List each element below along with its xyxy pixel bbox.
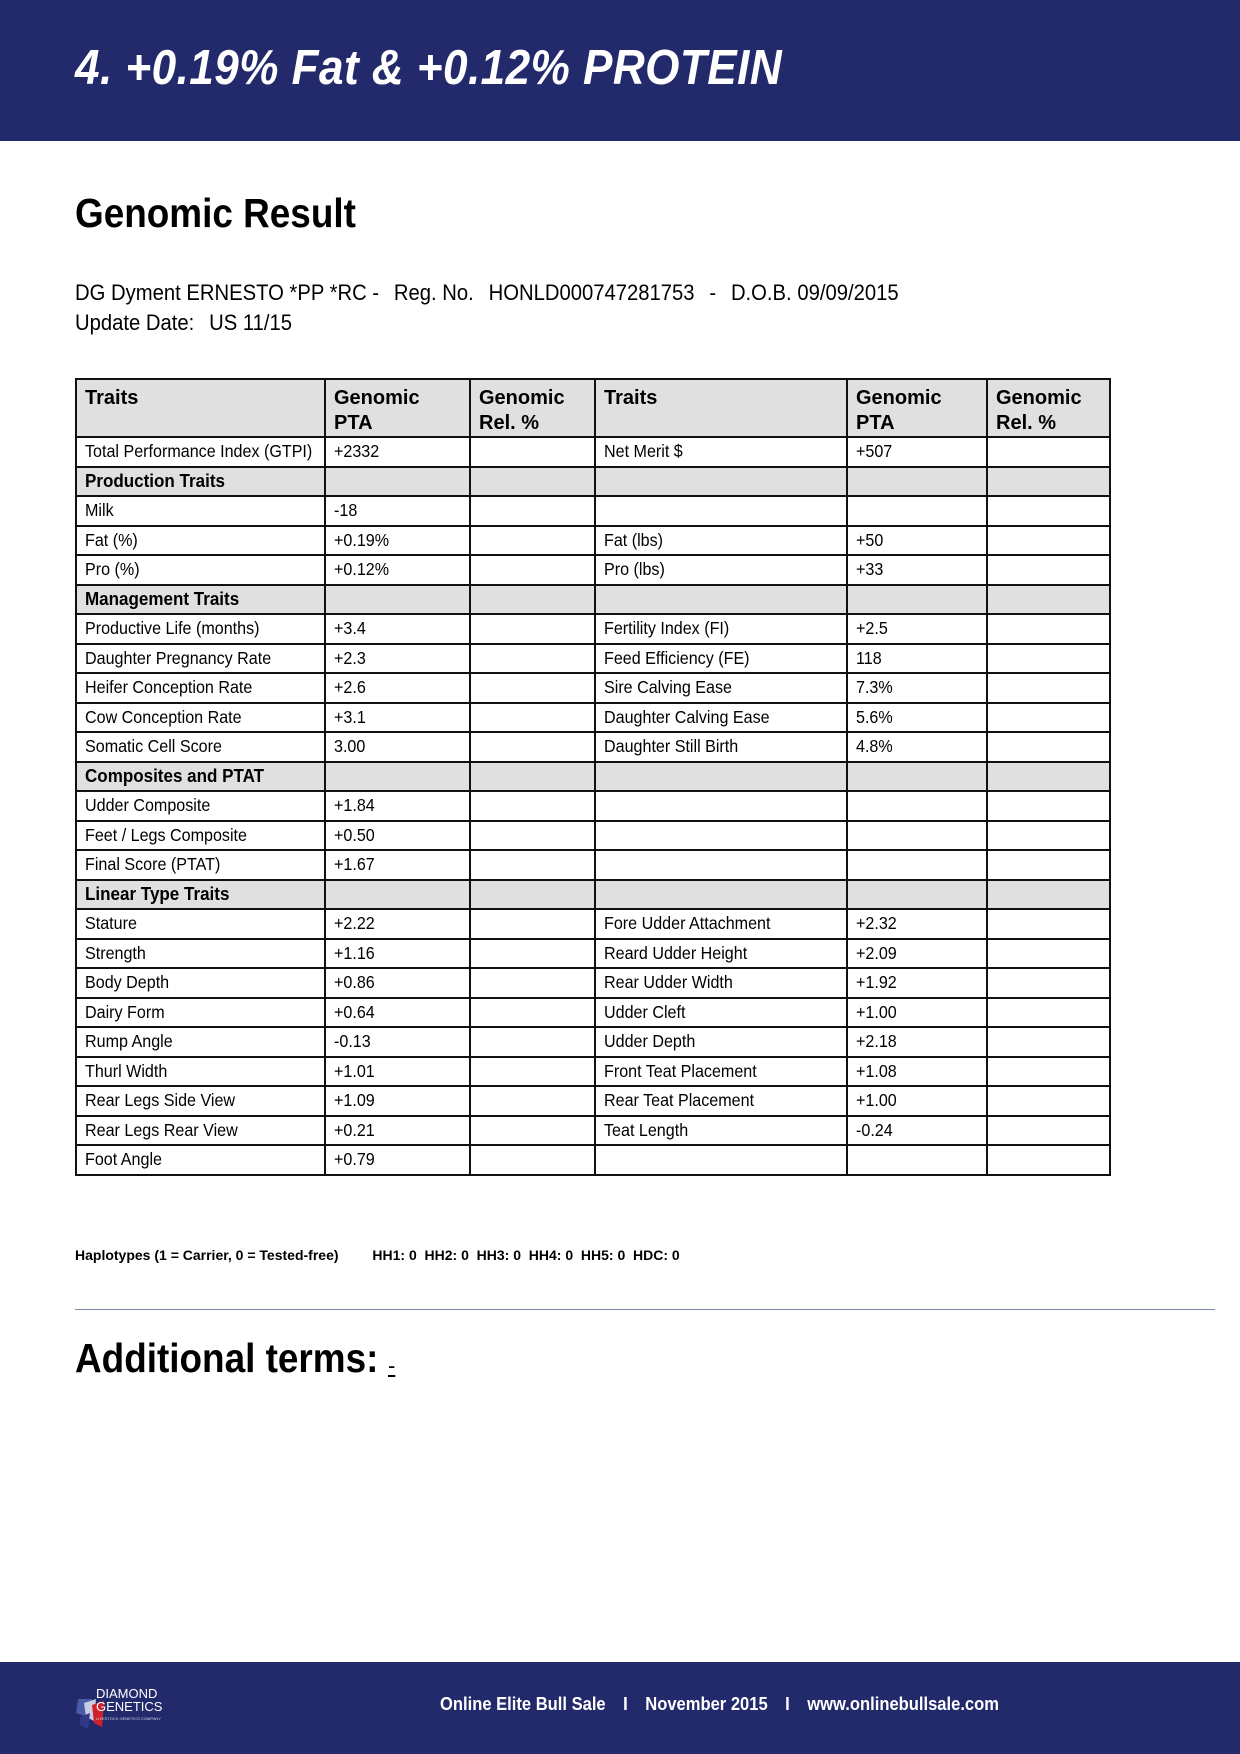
table-cell <box>987 585 1110 615</box>
table-cell: Rear Legs Side View <box>76 1086 325 1116</box>
table-row <box>76 939 1110 969</box>
table-cell: Dairy Form <box>76 998 325 1028</box>
table-cell: Rear Teat Placement <box>595 1086 847 1116</box>
table-cell: +3.1 <box>325 703 470 733</box>
table-cell <box>987 791 1110 821</box>
table-cell <box>987 614 1110 644</box>
table-cell: Udder Cleft <box>595 998 847 1028</box>
table-cell: +0.64 <box>325 998 470 1028</box>
table-cell: Fertility Index (FI) <box>595 614 847 644</box>
table-cell <box>847 585 987 615</box>
table-cell: Fore Udder Attachment <box>595 909 847 939</box>
table-cell: 7.3% <box>847 673 987 703</box>
table-cell <box>847 791 987 821</box>
table-cell: -18 <box>325 496 470 526</box>
table-cell <box>987 762 1110 792</box>
table-cell <box>847 496 987 526</box>
table-row <box>76 437 1110 467</box>
table-cell <box>987 1057 1110 1087</box>
column-header: Genomic PTA <box>325 379 470 437</box>
table-cell: Feed Efficiency (FE) <box>595 644 847 674</box>
reg-label: Reg. No. <box>393 280 474 305</box>
table-cell <box>470 791 595 821</box>
table-row <box>76 1116 1110 1146</box>
table-cell: 5.6% <box>847 703 987 733</box>
table-cell <box>470 585 595 615</box>
table-cell <box>470 939 595 969</box>
table-cell <box>987 939 1110 969</box>
table-cell <box>595 850 847 880</box>
footer-url[interactable]: www.onlinebullsale.com <box>807 1694 999 1714</box>
table-cell <box>987 821 1110 851</box>
table-cell <box>847 467 987 497</box>
table-cell: Udder Composite <box>76 791 325 821</box>
table-cell: Body Depth <box>76 968 325 998</box>
table-cell <box>470 909 595 939</box>
table-cell: +0.19% <box>325 526 470 556</box>
haplotypes-values: HH1: 0 HH2: 0 HH3: 0 HH4: 0 HH5: 0 HDC: 0 <box>372 1247 680 1263</box>
table-row <box>76 821 1110 851</box>
table-cell: +2.09 <box>847 939 987 969</box>
table-cell <box>470 1086 595 1116</box>
table-row <box>76 791 1110 821</box>
table-cell: Pro (lbs) <box>595 555 847 585</box>
table-row <box>76 998 1110 1028</box>
reg-number: HONLD000747281753 <box>488 280 695 305</box>
table-cell <box>470 526 595 556</box>
table-cell: +2.5 <box>847 614 987 644</box>
table-cell <box>987 1116 1110 1146</box>
table-cell <box>325 467 470 497</box>
table-cell <box>595 791 847 821</box>
table-cell <box>470 732 595 762</box>
table-cell <box>847 880 987 910</box>
dob-label: D.O.B. <box>730 280 792 305</box>
table-cell <box>470 1145 595 1175</box>
table-cell <box>987 998 1110 1028</box>
column-header: Genomic PTA <box>847 379 987 437</box>
table-row <box>76 850 1110 880</box>
table-cell: Cow Conception Rate <box>76 703 325 733</box>
table-row <box>76 614 1110 644</box>
table-cell <box>470 850 595 880</box>
table-cell: Stature <box>76 909 325 939</box>
table-cell: +1.08 <box>847 1057 987 1087</box>
table-cell <box>470 496 595 526</box>
table-cell <box>987 496 1110 526</box>
column-header: Traits <box>76 379 325 437</box>
table-cell <box>595 880 847 910</box>
separator: - <box>709 280 717 305</box>
header-band <box>0 0 1240 141</box>
table-cell: +507 <box>847 437 987 467</box>
table-cell <box>470 880 595 910</box>
table-cell: Pro (%) <box>76 555 325 585</box>
dob-value: 09/09/2015 <box>797 280 899 305</box>
table-cell <box>470 614 595 644</box>
haplotypes-line <box>75 1247 680 1263</box>
table-row <box>76 909 1110 939</box>
table-cell <box>847 1145 987 1175</box>
page-title: 4. +0.19% Fat & +0.12% PROTEIN <box>75 41 783 95</box>
table-cell <box>325 762 470 792</box>
table-cell <box>470 998 595 1028</box>
section-row <box>76 880 1110 910</box>
table-cell: +2.3 <box>325 644 470 674</box>
table-row <box>76 1057 1110 1087</box>
table-cell <box>987 555 1110 585</box>
animal-name: DG Dyment ERNESTO *PP *RC - <box>75 280 380 305</box>
section-label: Linear Type Traits <box>76 880 325 910</box>
column-header: Genomic Rel. % <box>470 379 595 437</box>
table-cell: Rump Angle <box>76 1027 325 1057</box>
update-date-line <box>75 310 292 336</box>
table-cell <box>987 467 1110 497</box>
table-row <box>76 555 1110 585</box>
table-cell: Thurl Width <box>76 1057 325 1087</box>
genomic-results-table <box>75 378 1111 1176</box>
table-cell: Udder Depth <box>595 1027 847 1057</box>
table-cell: +1.00 <box>847 1086 987 1116</box>
section-label: Production Traits <box>76 467 325 497</box>
table-cell: Daughter Calving Ease <box>595 703 847 733</box>
table-cell <box>470 673 595 703</box>
section-row <box>76 762 1110 792</box>
table-row <box>76 496 1110 526</box>
table-cell <box>987 526 1110 556</box>
footer-date: November 2015 <box>645 1694 768 1714</box>
logo-wordmark <box>96 1687 162 1713</box>
table-cell <box>470 1027 595 1057</box>
table-cell <box>470 644 595 674</box>
table-cell: Feet / Legs Composite <box>76 821 325 851</box>
table-cell <box>595 762 847 792</box>
table-cell <box>987 732 1110 762</box>
table-cell: +0.21 <box>325 1116 470 1146</box>
table-cell <box>470 555 595 585</box>
table-cell <box>470 1116 595 1146</box>
table-cell <box>470 1057 595 1087</box>
table-header-row <box>76 379 1110 437</box>
table-row <box>76 1027 1110 1057</box>
table-row <box>76 732 1110 762</box>
table-cell <box>987 437 1110 467</box>
additional-terms-value: - <box>388 1353 396 1378</box>
table-cell <box>987 968 1110 998</box>
table-row <box>76 526 1110 556</box>
section-label: Composites and PTAT <box>76 762 325 792</box>
table-cell: -0.24 <box>847 1116 987 1146</box>
table-cell: +2.18 <box>847 1027 987 1057</box>
table-cell: Heifer Conception Rate <box>76 673 325 703</box>
table-row <box>76 703 1110 733</box>
table-cell: +2.6 <box>325 673 470 703</box>
table-cell: Strength <box>76 939 325 969</box>
table-cell: Reard Udder Height <box>595 939 847 969</box>
table-cell: +2.32 <box>847 909 987 939</box>
table-cell: +2.22 <box>325 909 470 939</box>
table-row <box>76 1145 1110 1175</box>
table-cell <box>595 496 847 526</box>
update-label: Update Date: <box>75 310 195 335</box>
table-cell: Net Merit $ <box>595 437 847 467</box>
table-cell: Total Performance Index (GTPI) <box>76 437 325 467</box>
table-cell: Rear Legs Rear View <box>76 1116 325 1146</box>
table-cell <box>595 467 847 497</box>
table-cell: -0.13 <box>325 1027 470 1057</box>
footer-event: Online Elite Bull Sale <box>440 1694 606 1714</box>
table-cell <box>595 821 847 851</box>
logo-line-2: GENETICS <box>96 1699 163 1714</box>
column-header: Genomic Rel. % <box>987 379 1110 437</box>
table-cell <box>987 1086 1110 1116</box>
footer-separator: I <box>785 1694 790 1714</box>
table-cell: +1.09 <box>325 1086 470 1116</box>
additional-terms-heading: Additional terms: <box>75 1335 379 1381</box>
table-row <box>76 644 1110 674</box>
table-cell <box>987 1027 1110 1057</box>
table-cell: +1.16 <box>325 939 470 969</box>
update-value: US 11/15 <box>209 310 293 335</box>
table-cell <box>847 762 987 792</box>
table-cell: 118 <box>847 644 987 674</box>
table-cell: 4.8% <box>847 732 987 762</box>
table-cell <box>325 585 470 615</box>
table-cell: Final Score (PTAT) <box>76 850 325 880</box>
footer-info <box>440 1694 999 1715</box>
table-cell: +1.92 <box>847 968 987 998</box>
table-cell <box>987 909 1110 939</box>
table-cell: Somatic Cell Score <box>76 732 325 762</box>
table-cell: Daughter Still Birth <box>595 732 847 762</box>
table-cell <box>470 467 595 497</box>
table-cell: Rear Udder Width <box>595 968 847 998</box>
table-row <box>76 968 1110 998</box>
table-cell: +1.84 <box>325 791 470 821</box>
section-row <box>76 585 1110 615</box>
haplotypes-label: Haplotypes (1 = Carrier, 0 = Tested-free) <box>75 1247 339 1263</box>
table-cell <box>595 585 847 615</box>
table-cell: Front Teat Placement <box>595 1057 847 1087</box>
divider <box>75 1309 1215 1310</box>
table-cell: +33 <box>847 555 987 585</box>
table-cell: +1.67 <box>325 850 470 880</box>
table-cell: +0.12% <box>325 555 470 585</box>
table-cell: +0.50 <box>325 821 470 851</box>
table-cell <box>470 762 595 792</box>
table-cell: +2332 <box>325 437 470 467</box>
table-cell: +0.79 <box>325 1145 470 1175</box>
animal-info-line <box>75 280 899 306</box>
table-cell: Daughter Pregnancy Rate <box>76 644 325 674</box>
table-cell <box>470 968 595 998</box>
table-cell: Foot Angle <box>76 1145 325 1175</box>
table-cell: +50 <box>847 526 987 556</box>
column-header: Traits <box>595 379 847 437</box>
table-row <box>76 1086 1110 1116</box>
table-cell <box>325 880 470 910</box>
table-cell: Sire Calving Ease <box>595 673 847 703</box>
table-cell: 3.00 <box>325 732 470 762</box>
table-cell <box>847 850 987 880</box>
table-cell: +3.4 <box>325 614 470 644</box>
table-cell <box>470 703 595 733</box>
table-cell: +1.00 <box>847 998 987 1028</box>
table-cell <box>470 437 595 467</box>
table-cell <box>987 1145 1110 1175</box>
section-title: Genomic Result <box>75 190 356 236</box>
table-cell: Productive Life (months) <box>76 614 325 644</box>
table-cell: +1.01 <box>325 1057 470 1087</box>
table-cell <box>847 821 987 851</box>
table-cell <box>595 1145 847 1175</box>
table-cell <box>987 850 1110 880</box>
logo-line-1: DIAMOND <box>96 1686 158 1701</box>
footer-separator: I <box>623 1694 628 1714</box>
table-cell <box>987 703 1110 733</box>
table-cell: +0.86 <box>325 968 470 998</box>
table-cell: Fat (lbs) <box>595 526 847 556</box>
table-cell <box>470 821 595 851</box>
section-label: Management Traits <box>76 585 325 615</box>
logo-tagline: LIVESTOCK GENETICS COMPANY <box>96 1716 161 1721</box>
table-row <box>76 673 1110 703</box>
table-cell: Milk <box>76 496 325 526</box>
table-cell <box>987 644 1110 674</box>
table-cell: Fat (%) <box>76 526 325 556</box>
section-row <box>76 467 1110 497</box>
table-cell <box>987 880 1110 910</box>
table-cell: Teat Length <box>595 1116 847 1146</box>
table-cell <box>987 673 1110 703</box>
